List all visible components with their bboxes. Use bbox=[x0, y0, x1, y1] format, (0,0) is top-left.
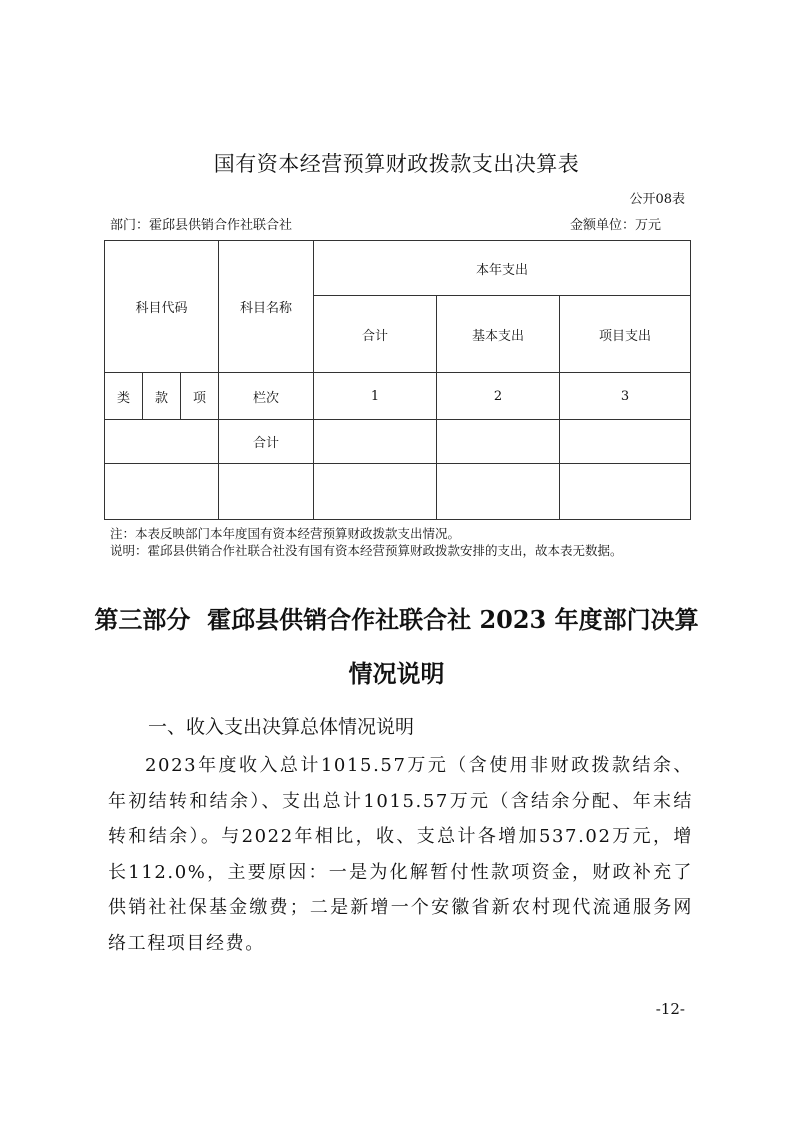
empty-row-name bbox=[219, 464, 314, 520]
index-col-3: 3 bbox=[560, 373, 691, 420]
header-project-expense: 项目支出 bbox=[560, 296, 691, 373]
empty-row bbox=[105, 464, 691, 520]
table-note: 注：本表反映部门本年度国有资本经营预算财政拨款支出情况。 bbox=[110, 526, 461, 541]
index-item: 项 bbox=[181, 373, 219, 420]
total-row-project bbox=[560, 420, 691, 464]
empty-row-total bbox=[314, 464, 437, 520]
index-column-label: 栏次 bbox=[219, 373, 314, 420]
total-row-name: 合计 bbox=[219, 420, 314, 464]
expense-table bbox=[104, 240, 691, 520]
header-subject-code: 科目代码 bbox=[105, 241, 219, 373]
table-number: 公开08表 bbox=[629, 192, 685, 207]
total-row-total bbox=[314, 420, 437, 464]
index-section: 款 bbox=[143, 373, 181, 420]
section-heading-line-2: 情况说明 bbox=[348, 659, 445, 688]
table-explanation: 说明：霍邱县供销合作社联合社没有国有资本经营预算财政拨款安排的支出，故本表无数据。 bbox=[110, 543, 623, 558]
index-col-1: 1 bbox=[314, 373, 437, 420]
header-subject-name: 科目名称 bbox=[219, 241, 314, 373]
table-title: 国有资本经营预算财政拨款支出决算表 bbox=[213, 152, 580, 176]
index-row bbox=[105, 373, 691, 420]
total-row bbox=[105, 420, 691, 464]
paragraph-text: 2023年度收入总计1015.57万元（含使用非财政拨款结余、年初结转和结余）、支出总计1015.57万元（含结余分配、年末结转和结余）。与2022年相比，收、支总计各增加537.02万元，增长112.0%，主要原因：一是为化解暂付性款项资金，财政补充了供销社社保基金缴费；二是新增一个安徽省新农村现代流通服务网络工程项目经费。 bbox=[108, 755, 693, 954]
header-row-1 bbox=[105, 241, 691, 296]
index-category: 类 bbox=[105, 373, 143, 420]
department-label: 部门：霍邱县供销合作社联合社 bbox=[110, 218, 293, 233]
empty-row-code bbox=[105, 464, 219, 520]
empty-row-basic bbox=[437, 464, 560, 520]
empty-row-project bbox=[560, 464, 691, 520]
header-total: 合计 bbox=[314, 296, 437, 373]
section-heading-line-1: 第三部分 霍邱县供销合作社联合社 2023 年度部门决算 bbox=[94, 605, 699, 634]
body-paragraph bbox=[108, 748, 693, 962]
header-current-year-expense: 本年支出 bbox=[314, 241, 691, 296]
subheading: 一、收入支出决算总体情况说明 bbox=[148, 716, 415, 738]
index-col-2: 2 bbox=[437, 373, 560, 420]
header-basic-expense: 基本支出 bbox=[437, 296, 560, 373]
page-number: -12- bbox=[655, 1000, 685, 1018]
unit-label: 金额单位：万元 bbox=[569, 218, 661, 233]
total-row-basic bbox=[437, 420, 560, 464]
total-row-code bbox=[105, 420, 219, 464]
